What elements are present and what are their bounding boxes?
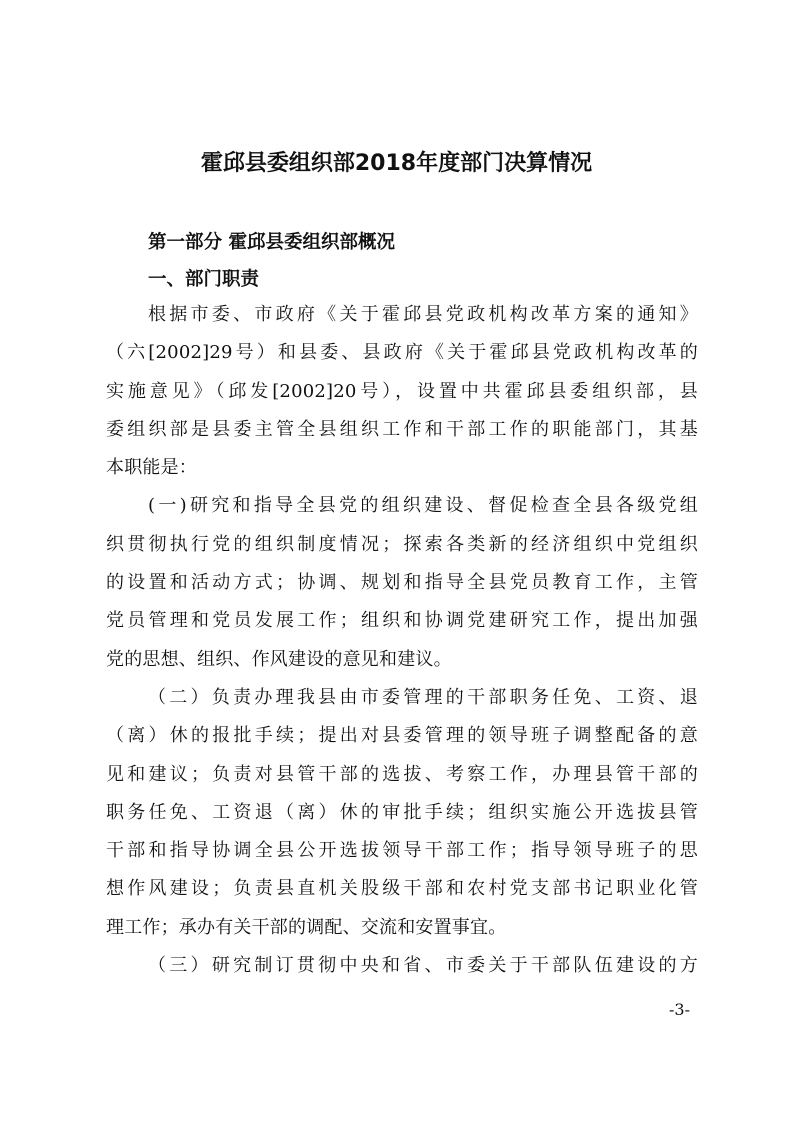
- paragraph-line: (一)研究和指导全县党的组织建设、督促检查全县各级党组: [148, 495, 698, 517]
- paragraph-line: 的设置和活动方式；协调、规划和指导全县党员教育工作，主管: [106, 572, 698, 594]
- part-heading: 第一部分 霍邱县委组织部概况: [148, 232, 395, 253]
- document-title: 霍邱县委组织部2018年度部门决算情况: [200, 151, 593, 176]
- paragraph-line: 本职能是：: [106, 457, 197, 479]
- paragraph-line: （六[2002]29号）和县委、县政府《关于霍邱县党政机构改革的: [106, 342, 698, 364]
- paragraph-line: 理工作；承办有关干部的调配、交流和安置事宜。: [106, 916, 507, 938]
- paragraph-line: 想作风建设；负责县直机关股级干部和农村党支部书记职业化管: [106, 878, 698, 900]
- paragraph-line: 实施意见》（邱发[2002]20号），设置中共霍邱县委组织部，县: [106, 380, 698, 402]
- paragraph-line: 根据市委、市政府《关于霍邱县党政机构改革方案的通知》: [148, 304, 698, 325]
- paragraph-line: 党的思想、组织、作风建设的意见和建议。: [106, 648, 452, 670]
- page-number: -3-: [669, 1000, 690, 1019]
- paragraph-line: 织贯彻执行党的组织制度情况；探索各类新的经济组织中党组织: [106, 533, 698, 555]
- paragraph-line: （二）负责办理我县由市委管理的干部职务任免、工资、退: [148, 686, 698, 708]
- section-heading: 一、部门职责: [148, 269, 260, 290]
- paragraph-line: 委组织部是县委主管全县组织工作和干部工作的职能部门，其基: [106, 418, 698, 440]
- paragraph-line: 见和建议；负责对县管干部的选拔、考察工作，办理县管干部的: [106, 763, 698, 785]
- paragraph-line: 职务任免、工资退（离）休的审批手续；组织实施公开选拔县管: [106, 801, 698, 823]
- paragraph-line: 党员管理和党员发展工作；组织和协调党建研究工作，提出加强: [106, 610, 698, 632]
- body-text: [106, 296, 698, 985]
- paragraph-line: 干部和指导协调全县公开选拔领导干部工作；指导领导班子的思: [106, 840, 698, 862]
- paragraph-line: （三）研究制订贯彻中央和省、市委关于干部队伍建设的方: [148, 955, 698, 977]
- paragraph-line: （离）休的报批手续；提出对县委管理的领导班子调整配备的意: [106, 725, 698, 747]
